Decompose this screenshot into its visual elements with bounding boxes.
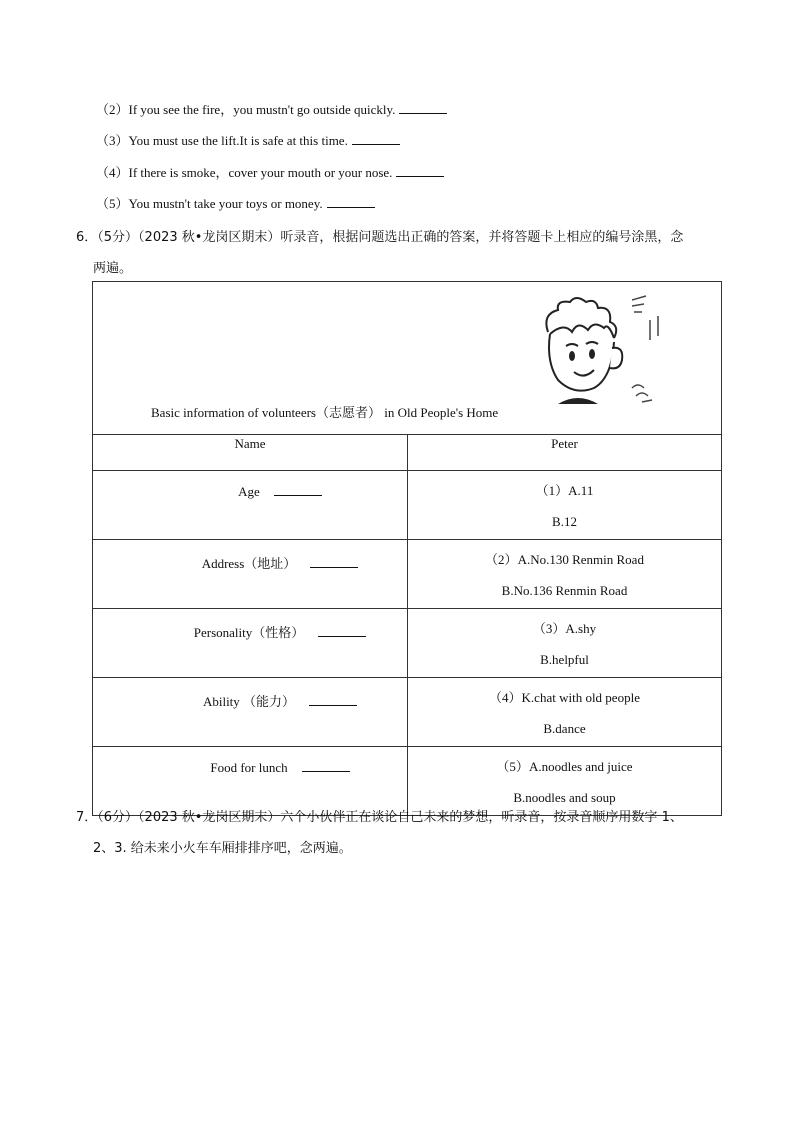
volunteer-info-table [92,281,722,816]
option-a[interactable]: A.noodles and juice [528,759,633,774]
option-a[interactable]: A.shy [565,621,597,636]
statement-3: （3）You must use the lift.It is safe at this time. [96,132,400,150]
answer-blank[interactable] [327,196,375,208]
question-number: 6． [76,230,98,245]
table-row: Personality（性格） （3）A.shy B.helpful [93,609,722,678]
option-a[interactable]: A.11 [568,483,594,498]
table-caption: Basic information of volunteers（志愿者） in Old People's Home [151,405,499,420]
table-row: Address（地址） （2）A.No.130 Renmin Road B.No.136 Renmin Road [93,540,722,609]
question-6: 6．（5分）（2023 秋•龙岗区期末）听录音，根据问题选出正确的答案，并将答题卡上相应的编号涂黑，念 两遍。 [76,230,684,276]
option-b[interactable]: B.noodles and soup [513,790,616,805]
answer-blank[interactable] [274,484,322,496]
answer-blank[interactable] [318,625,366,637]
answer-blank[interactable] [310,556,358,568]
table-row: Age （1）A.11 B.12 [93,471,722,540]
answer-blank[interactable] [352,133,400,145]
boy-cartoon-image [528,292,668,412]
option-b[interactable]: B.No.136 Renmin Road [501,583,628,598]
row-label: Personality（性格） [193,625,305,640]
answer-blank[interactable] [309,694,357,706]
statement-4: （4）If there is smoke，cover your mouth or your nose. [96,164,444,182]
row-label: Age [238,484,260,499]
option-a[interactable]: K.chat with old people [521,690,640,705]
row-label: Ability （能力） [202,694,296,709]
statement-5: （5）You mustn't take your toys or money. [96,195,375,213]
question-7: 7．（6分）（2023 秋•龙岗区期末）六个小伙伴正在谈论自己未来的梦想，听录音，按录音顺序用数字 1、 2、3. 给未来小火车车厢排排序吧，念两遍。 [76,810,683,856]
option-a[interactable]: A.No.130 Renmin Road [517,552,644,567]
question-number: 7． [76,810,98,825]
table-row: Food for lunch （5）A.noodles and juice B.noodles and soup [93,747,722,816]
table-header-cell [93,282,722,435]
name-header: Name [93,435,408,471]
name-value: Peter [408,435,722,471]
option-b[interactable]: B.12 [552,514,577,529]
statement-2: （2）If you see the fire，you mustn't go outside quickly. [96,101,447,119]
option-b[interactable]: B.helpful [540,652,589,667]
row-label: Food for lunch [210,760,288,775]
answer-blank[interactable] [399,102,447,114]
option-b[interactable]: B.dance [543,721,586,736]
answer-blank[interactable] [396,165,444,177]
answer-blank[interactable] [302,760,350,772]
row-label: Address（地址） [201,556,297,571]
table-row: Ability （能力） （4）K.chat with old people B.dance [93,678,722,747]
